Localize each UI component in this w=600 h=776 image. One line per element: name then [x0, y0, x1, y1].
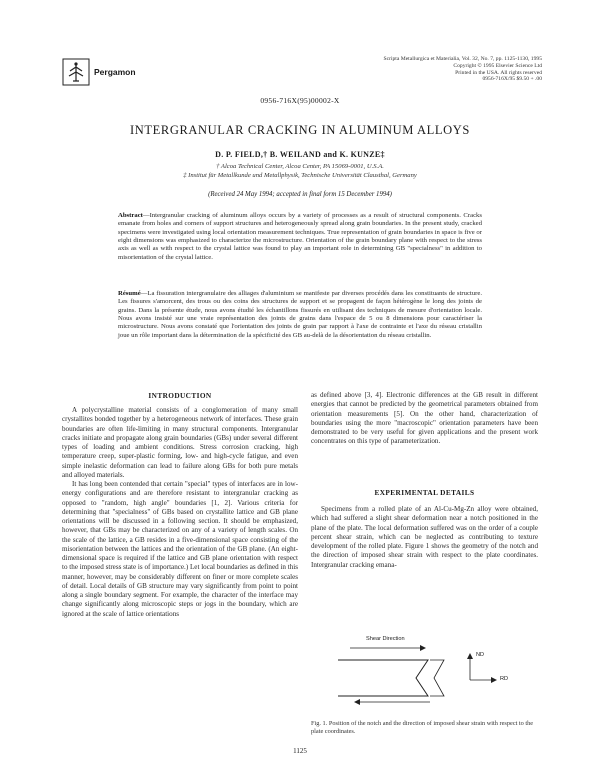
affiliation-1: † Alcoa Technical Center, Alcoa Center, PA 15069-0001, U.S.A.	[216, 163, 384, 170]
introduction-paragraph: A polycrystalline material consists of a conglomeration of many small crystallites bonded together by a heterogeneous network of interfaces. These grain boundaries are often life-limiting in many structural components. Intergranular cracks initiate and propagate along grain boundaries (GBs) under several different types of loading and ambient conditions. Stress corrosion cracking, high temperature creep, super-plastic forming, low- and high-cycle fatigue, and even simple inelastic deformation can lead to failure along GBs for both pure metals and alloyed materials.	[62, 406, 298, 479]
authors: D. P. FIELD,† B. WEILAND and K. KUNZE‡	[215, 150, 385, 159]
resume-body: La fissuration intergranulaire des alliages d'aluminium se manifeste par diverses procédés dans les constituants de structure. Les fissures s'amorcent, des trous ou des coins des structures de support et se propagent de façon hétérogène le long des joints de grains. Dans la présente étude, nous avons étudié les échantillons fissurés en utilisant des techniques de mesure d'orientation locale. Nous avons insisté sur une vraie représentation des joints de grains dans l'espace de 5 ou 8 dimensions pour caractériser la microstructure. Nous avons constaté que l'orientation des joints de grain par rapport à l'axe de contrainte et l'axe du réseau cristallin joue un rôle important dans la détermination de la spécificité des GB au-delà de la désorientation du réseau cristallin.	[118, 290, 482, 339]
introduction-heading: INTRODUCTION	[148, 391, 212, 400]
notch-diagram	[320, 634, 530, 722]
rd-label: RD	[500, 676, 509, 682]
pergamon-tree-icon	[62, 58, 90, 86]
shear-arrowhead-bottom	[354, 699, 360, 705]
experimental-heading: EXPERIMENTAL DETAILS	[374, 488, 475, 497]
shear-arrowhead-top	[420, 645, 426, 651]
resume	[118, 290, 482, 340]
journal-line: Copyright © 1995 Elsevier Science Ltd	[453, 62, 542, 69]
resume-dash: —	[140, 290, 148, 297]
page-number: 1125	[293, 747, 307, 755]
abstract-body: Intergranular cracking of aluminum alloys occurs by a variety of processes as a result of structural components. Cracks emanate from holes and corners of support structures and heterogeneously spread along grain boundaries. In the present study, cracked specimens were investigated using local orientation measurement techniques. True representation of grain boundaries in space is five or eight dimensions was emphasized to characterize the microstructure. Orientation of the grain boundary plane with respect to the stress axis as well as with respect to the crystal lattice was found to play an important role in determining GB "specialness" in addition to misorientation of the crystal lattice.	[118, 212, 482, 261]
journal-line: Printed in the USA. All rights reserved	[455, 69, 542, 76]
nd-label: ND	[476, 652, 485, 658]
journal-line: 0956-716X/95 $9.50 + .00	[482, 76, 542, 83]
experimental-paragraph: Specimens from a rolled plate of an Al-Cu-Mg-Zn alloy were obtained, which had suffered a slight shear deformation near a notch positioned in the plane of the plate. The local deformation suffered was on the order of a couple percent shear strain, which can be neglected as contributing to texture development of the rolled plate. Figure 1 shows the geometry of the notch and the direction of imposed shear strain with respect to the plate coordinates. Intergranular cracking emana-	[311, 505, 538, 569]
right-column-continuation	[311, 391, 538, 447]
notch-outline	[430, 660, 444, 696]
abstract-text: —	[142, 212, 150, 219]
abstract-label: Abstract	[118, 212, 143, 219]
received-date: (Received 24 May 1994; accepted in final form 15 December 1994)	[208, 191, 392, 198]
experimental-body	[311, 505, 538, 570]
figure-1-caption: Fig. 1. Position of the notch and the direction of imposed shear strain with respect to the plate coordinates.	[311, 720, 534, 735]
journal-line: Scripta Metallurgica et Materialia, Vol. 32, No. 7, pp. 1125-1130, 1995	[383, 56, 542, 62]
plate-outline	[338, 660, 428, 696]
abstract	[118, 212, 482, 262]
continuation-paragraph: as defined above [3, 4]. Electronic differences at the GB result in different energies that cannot be predicted by the geometrical parameters obtained from orientation measurements [5]. On the other hand, characterization of boundaries using the more "macroscopic" orientation parameters have been demonstrated to be very useful for given applications and the present work concentrates on this type of parameterization.	[311, 391, 538, 446]
introduction-body	[62, 406, 298, 619]
publisher-logo	[62, 58, 162, 86]
shear-direction-label: Shear Direction	[366, 636, 405, 642]
resume-label: Résumé	[118, 290, 141, 297]
paper-title: INTERGRANULAR CRACKING IN ALUMINUM ALLOYS	[130, 123, 470, 137]
nd-arrowhead	[467, 653, 473, 659]
figure-1	[320, 634, 530, 722]
affiliation-2: ‡ Institut für Metallkunde und Metallphysik, Technische Universität Clausthal, Germany	[183, 172, 417, 179]
publisher-name: Pergamon	[94, 67, 136, 77]
doi: 0956-716X(95)00002-X	[260, 96, 340, 105]
journal-info	[362, 56, 542, 83]
rd-arrowhead	[491, 677, 497, 683]
introduction-paragraph: It has long been contended that certain "special" types of interfaces are in low-energy configurations and are therefore resistant to intergranular cracking as opposed to "random, high angle" boundaries [1, 2]. Various criteria for determining that "specialness" of GBs based on crystallite lattice and GB plane orientations will be discussed in a following section. It should be emphasized, however, that GBs may be characterized on any of a variety of length scales. On the scale of the lattice, a GB resides in a five-dimensional space consisting of the misorientation between the lattices and the orientation of the GB plane. (An eight-dimensional space is required if the lattice and GB plane orientation with respect to the imposed stress state is of importance.) Let local boundaries as defined in this manner, however, may be considerably different on finer or more complete scales of detail. Local details of GB structure may vary significantly from point to point along a single boundary segment. For example, the character of the interface may change significantly along microscopic steps or jogs in the boundary, which are ignored at the scale of lattice orientations	[62, 480, 298, 618]
